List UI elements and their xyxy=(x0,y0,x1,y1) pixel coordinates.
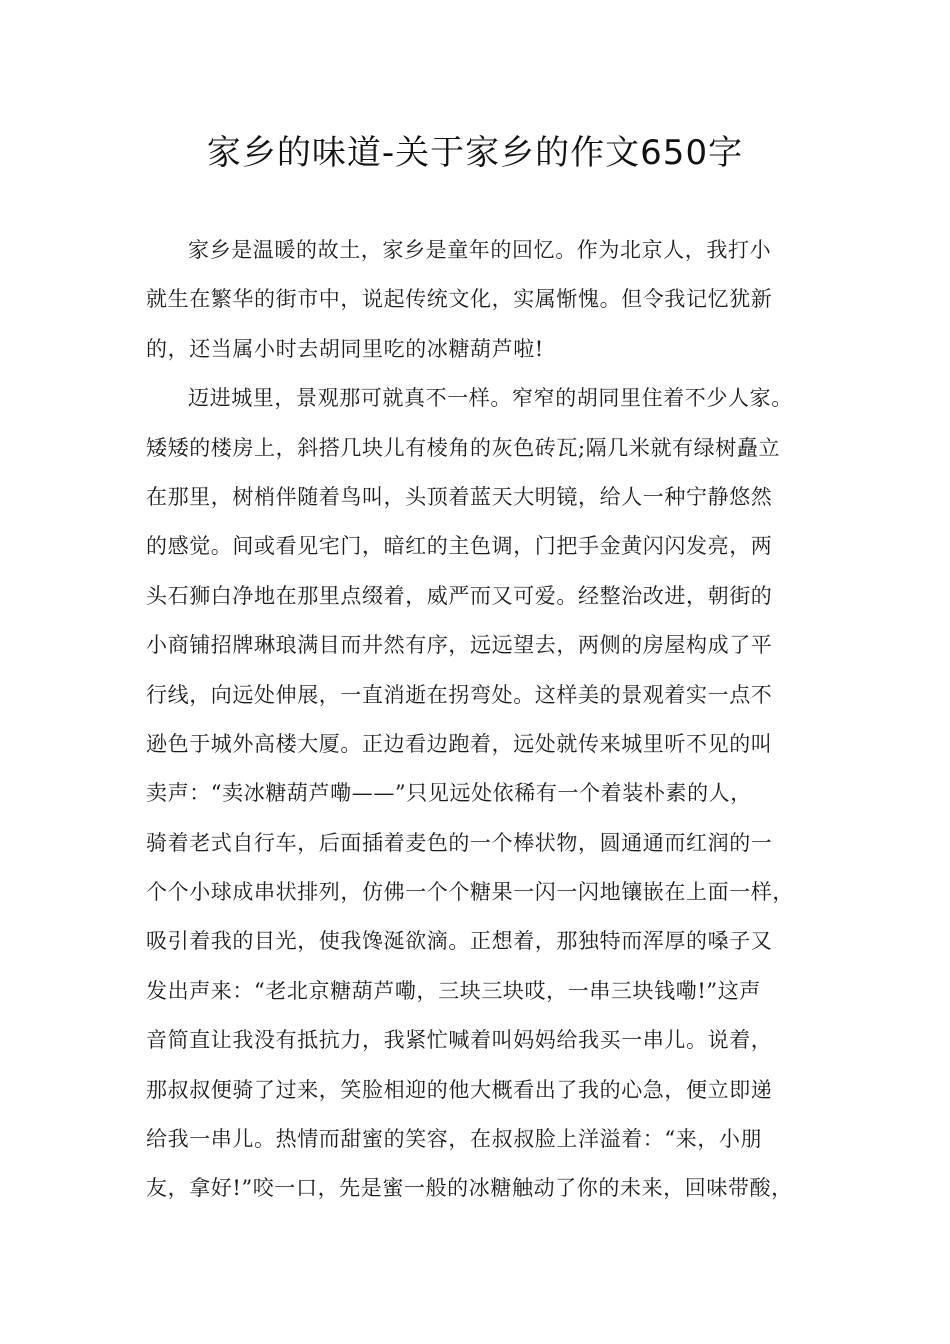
text-line: 的感觉。间或看见宅门，暗红的主色调，门把手金黄闪闪发亮，两 xyxy=(146,534,773,559)
document-title: 家乡的味道-关于家乡的作文650字 xyxy=(206,133,744,173)
text-line: 那叔叔便骑了过来，笑脸相迎的他大概看出了我的心急，便立即递 xyxy=(146,1077,773,1102)
text-line: 行线，向远处伸展，一直消逝在拐弯处。这样美的景观着实一点不 xyxy=(146,682,773,707)
text-line: 迈进城里，景观那可就真不一样。窄窄的胡同里住着不少人家。 xyxy=(188,386,793,411)
text-line: 发出声来：“老北京糖葫芦嘞，三块三块哎，一串三块钱嘞!”这声 xyxy=(146,978,761,1003)
essay-body xyxy=(146,226,826,1214)
text-line: 音简直让我没有抵抗力，我紧忙喊着叫妈妈给我买一串儿。说着， xyxy=(146,1028,773,1053)
text-line: 在那里，树梢伴随着鸟叫，头顶着蓝天大明镜，给人一种宁静悠然 xyxy=(146,484,773,509)
text-line: 卖声：“卖冰糖葫芦嘞——”只见远处依稀有一个着装朴素的人， xyxy=(146,781,752,806)
text-line: 给我一串儿。热情而甜蜜的笑容，在叔叔脸上洋溢着：“来，小朋 xyxy=(146,1127,763,1152)
text-line: 骑着老式自行车，后面插着麦色的一个棒状物，圆通通而红润的一 xyxy=(146,830,773,855)
text-line: 吸引着我的目光，使我馋涎欲滴。正想着，那独特而浑厚的嗓子又 xyxy=(146,929,773,954)
text-line: 的，还当属小时去胡同里吃的冰糖葫芦啦! xyxy=(146,336,544,361)
text-line: 个个小球成串状排列，仿佛一个个糖果一闪一闪地镶嵌在上面一样， xyxy=(146,880,794,905)
text-line: 矮矮的楼房上，斜搭几块儿有棱角的灰色砖瓦;隔几米就有绿树矗立 xyxy=(146,435,781,460)
text-line: 就生在繁华的街市中，说起传统文化，实属惭愧。但令我记忆犹新 xyxy=(146,287,773,312)
text-line: 小商铺招牌琳琅满目而井然有序，远远望去，两侧的房屋构成了平 xyxy=(146,633,773,658)
text-line: 家乡是温暖的故土，家乡是童年的回忆。作为北京人，我打小 xyxy=(188,238,772,262)
text-line: 逊色于城外高楼大厦。正边看边跑着，远处就传来城里听不见的叫 xyxy=(146,731,773,756)
text-line: 友，拿好!”咬一口，先是蜜一般的冰糖触动了你的未来，回味带酸， xyxy=(146,1176,793,1201)
text-line: 头石狮白净地在那里点缀着，威严而又可爱。经整治改进，朝街的 xyxy=(146,583,773,608)
